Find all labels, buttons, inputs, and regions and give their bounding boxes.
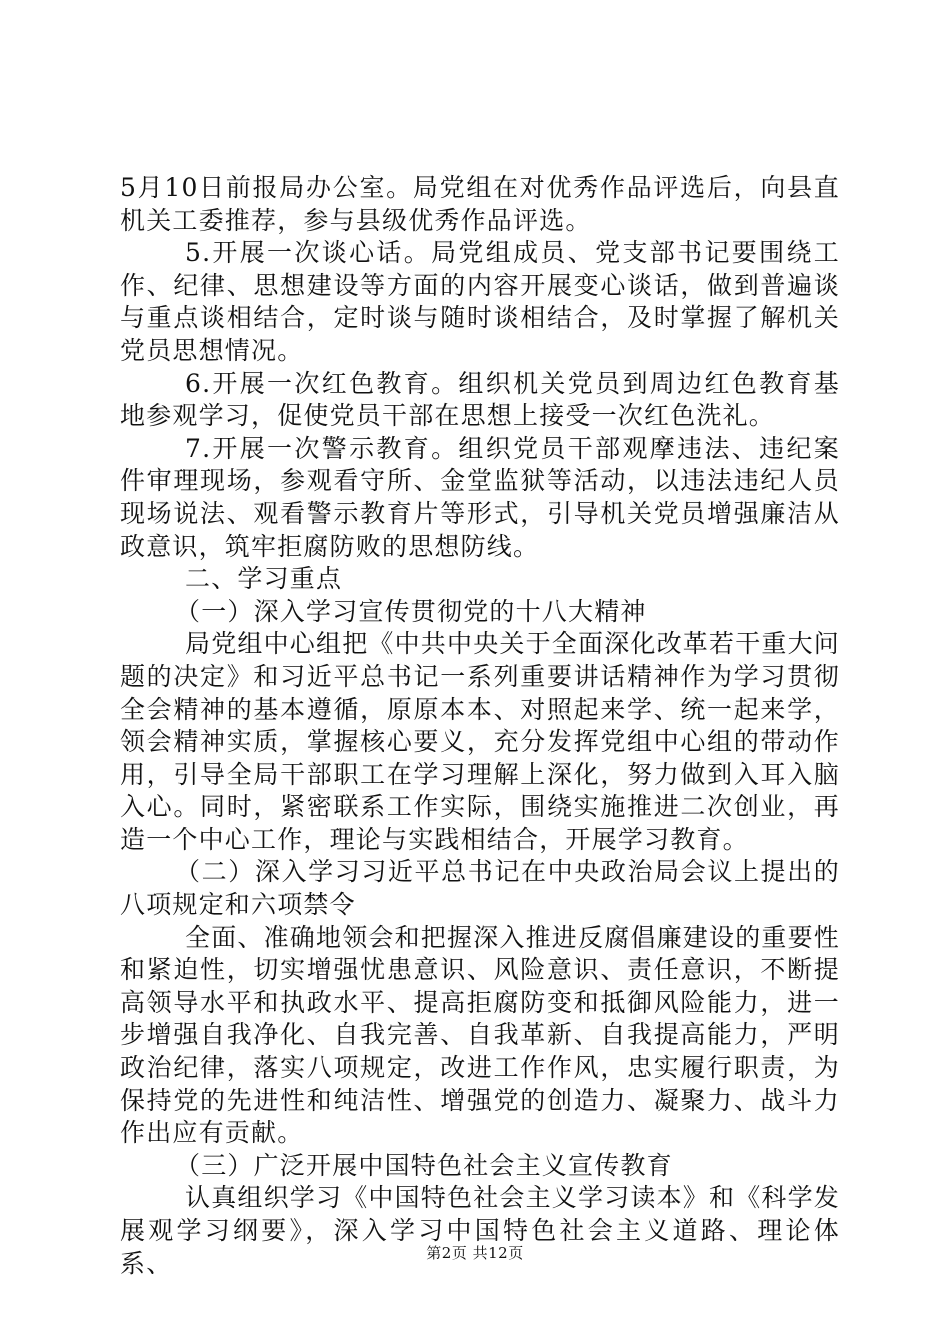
paragraph-central-group-study: 局党组中心组把《中共中央关于全面深化改革若干重大问题的决定》和习近平总书记一系列重要讲话精神作为学习贯彻全会精神的基本遵循，原原本本、对照起来学、统一起来学，领会精神实质，掌握核心要义，充分发挥党组中心组的带动作用，引导全局干部职工在学习理解上深化，努力做到入耳入脑入心。同时，紧密联系工作实际，围绕实施推进二次创业，再造一个中心工作，理论与实践相结合，开展学习教育。 bbox=[120, 629, 841, 854]
subheading-eight-rules: （二）深入学习习近平总书记在中央政治局会议上提出的八项规定和六项禁令 bbox=[120, 857, 840, 920]
paragraph-red-education: 6.开展一次红色教育。组织机关党员到周边红色教育基地参观学习，促使党员干部在思想上接受一次红色洗礼。 bbox=[120, 368, 840, 431]
page-number-footer: 第2页 共12页 bbox=[426, 1244, 524, 1262]
subheading-eighteenth-congress: （一）深入学习宣传贯彻党的十八大精神 bbox=[175, 596, 647, 626]
document-body bbox=[120, 172, 840, 1280]
paragraph-study-readers: 认真组织学习《中国特色社会主义学习读本》和《科学发展观学习纲要》，深入学习中国特色社会主义道路、理论体系、 bbox=[120, 1183, 841, 1278]
paragraph-anti-corruption: 全面、准确地领会和把握深入推进反腐倡廉建设的重要性和紧迫性，切实增强忧患意识、风险意识、责任意识，不断提高领导水平和执政水平、提高拒腐防变和抵御风险能力，进一步增强自我净化、自我完善、自我革新、自我提高能力，严明政治纪律，落实八项规定，改进工作作风，忠实履行职责，为保持党的先进性和纯洁性、增强党的创造力、凝聚力、战斗力作出应有贡献。 bbox=[120, 922, 841, 1148]
paragraph-heart-to-heart-talk: 5.开展一次谈心话。局党组成员、党支部书记要围绕工作、纪律、思想建设等方面的内容开展变心谈话，做到普遍谈与重点谈相结合，定时谈与随时谈相结合，及时掌握了解机关党员思想情况。 bbox=[120, 238, 840, 365]
paragraph-submission-deadline: 5月10日前报局办公室。局党组在对优秀作品评选后，向县直机关工委推荐，参与县级优秀作品评选。 bbox=[120, 173, 840, 235]
paragraph-warning-education: 7.开展一次警示教育。组织党员干部观摩违法、违纪案件审理现场，参观看守所、金堂监狱等活动，以违法违纪人员现场说法、观看警示教育片等形式，引导机关党员增强廉洁从政意识，筑牢拒腐防败的思想防线。 bbox=[120, 433, 840, 561]
subheading-socialism-education: （三）广泛开展中国特色社会主义宣传教育 bbox=[175, 1150, 673, 1180]
section-heading-study-focus: 二、学习重点 bbox=[185, 564, 343, 594]
